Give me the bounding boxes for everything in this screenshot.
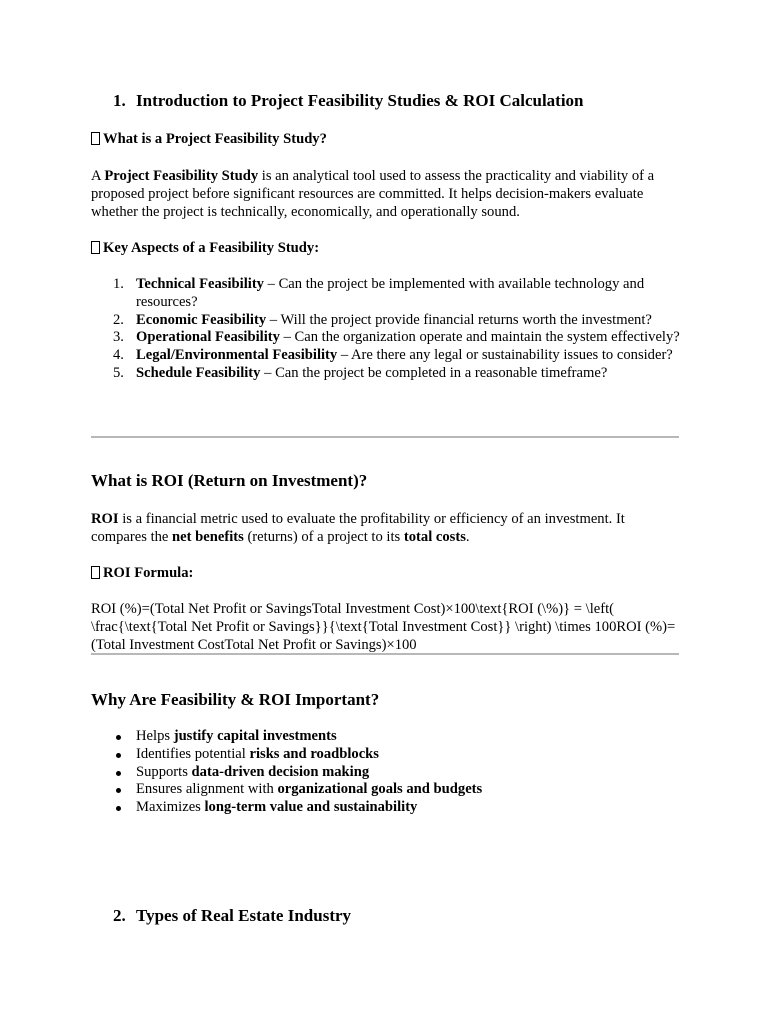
list-item: 5. Schedule Feasibility – Can the project be completed in a reasonable timeframe? <box>113 364 608 381</box>
bullet-icon <box>116 788 121 793</box>
section-2-title: Types of Real Estate Industry <box>136 906 352 925</box>
missing-glyph-icon <box>91 132 100 145</box>
roi-formula-heading: ROI Formula: <box>91 565 193 583</box>
list-item: 2. Economic Feasibility – Will the project provide financial returns worth the investment? <box>113 311 652 328</box>
section-1-number: 1. <box>113 91 126 110</box>
bullet-icon <box>116 771 121 776</box>
importance-list <box>91 728 681 817</box>
section-2-heading <box>113 907 683 925</box>
what-is-feasibility-heading: What is a Project Feasibility Study? <box>91 131 327 149</box>
list-item: 4. Legal/Environmental Feasibility – Are there any legal or sustainability issues to consider? <box>113 347 673 364</box>
bullet-icon <box>116 735 121 740</box>
feasibility-aspects-list <box>91 276 681 383</box>
roi-heading: What is ROI (Return on Investment)? <box>91 471 368 490</box>
feasibility-intro-paragraph: A Project Feasibility Study is an analytical tool used to assess the practicality and viability of a proposed project before significant resources are committed. It helps decision-makers evaluate whether the project is technically, economically, and operationally sound. <box>91 168 655 220</box>
roi-formula: ROI (%)=(Total Net Profit or SavingsTotal Investment Cost)×100\text{ROI (\%)} = \left( \frac{\text{Total Net Profit or Savings}}{\text{Total Investment Cost}} \right) \times 100ROI (%)=(Total Investment CostTotal Net Profit or Savings)×100 <box>91 601 676 653</box>
importance-heading: Why Are Feasibility & ROI Important? <box>91 690 380 709</box>
bullet-icon <box>116 753 121 758</box>
list-item: Supports data-driven decision making <box>91 764 681 782</box>
list-item: Helps justify capital investments <box>91 728 681 746</box>
section-1-heading <box>113 92 683 110</box>
key-aspects-heading: Key Aspects of a Feasibility Study: <box>91 240 319 258</box>
list-item: 3. Operational Feasibility – Can the organization operate and maintain the system effectively? <box>113 329 680 346</box>
missing-glyph-icon <box>91 566 100 579</box>
horizontal-rule <box>91 653 679 655</box>
list-item: Identifies potential risks and roadblocks <box>91 746 681 764</box>
list-item: Maximizes long-term value and sustainability <box>91 799 681 817</box>
list-item: Ensures alignment with organizational goals and budgets <box>91 781 681 799</box>
roi-paragraph: ROI is a financial metric used to evaluate the profitability or efficiency of an investment. It compares the net benefits (returns) of a project to its total costs. <box>91 511 625 545</box>
bullet-icon <box>116 806 121 811</box>
section-2-number: 2. <box>113 906 126 925</box>
list-item: 1. Technical Feasibility – Can the project be implemented with available technology and resources? <box>113 276 645 310</box>
horizontal-rule <box>91 436 679 438</box>
section-1-title: Introduction to Project Feasibility Studies & ROI Calculation <box>136 91 584 110</box>
missing-glyph-icon <box>91 241 100 254</box>
